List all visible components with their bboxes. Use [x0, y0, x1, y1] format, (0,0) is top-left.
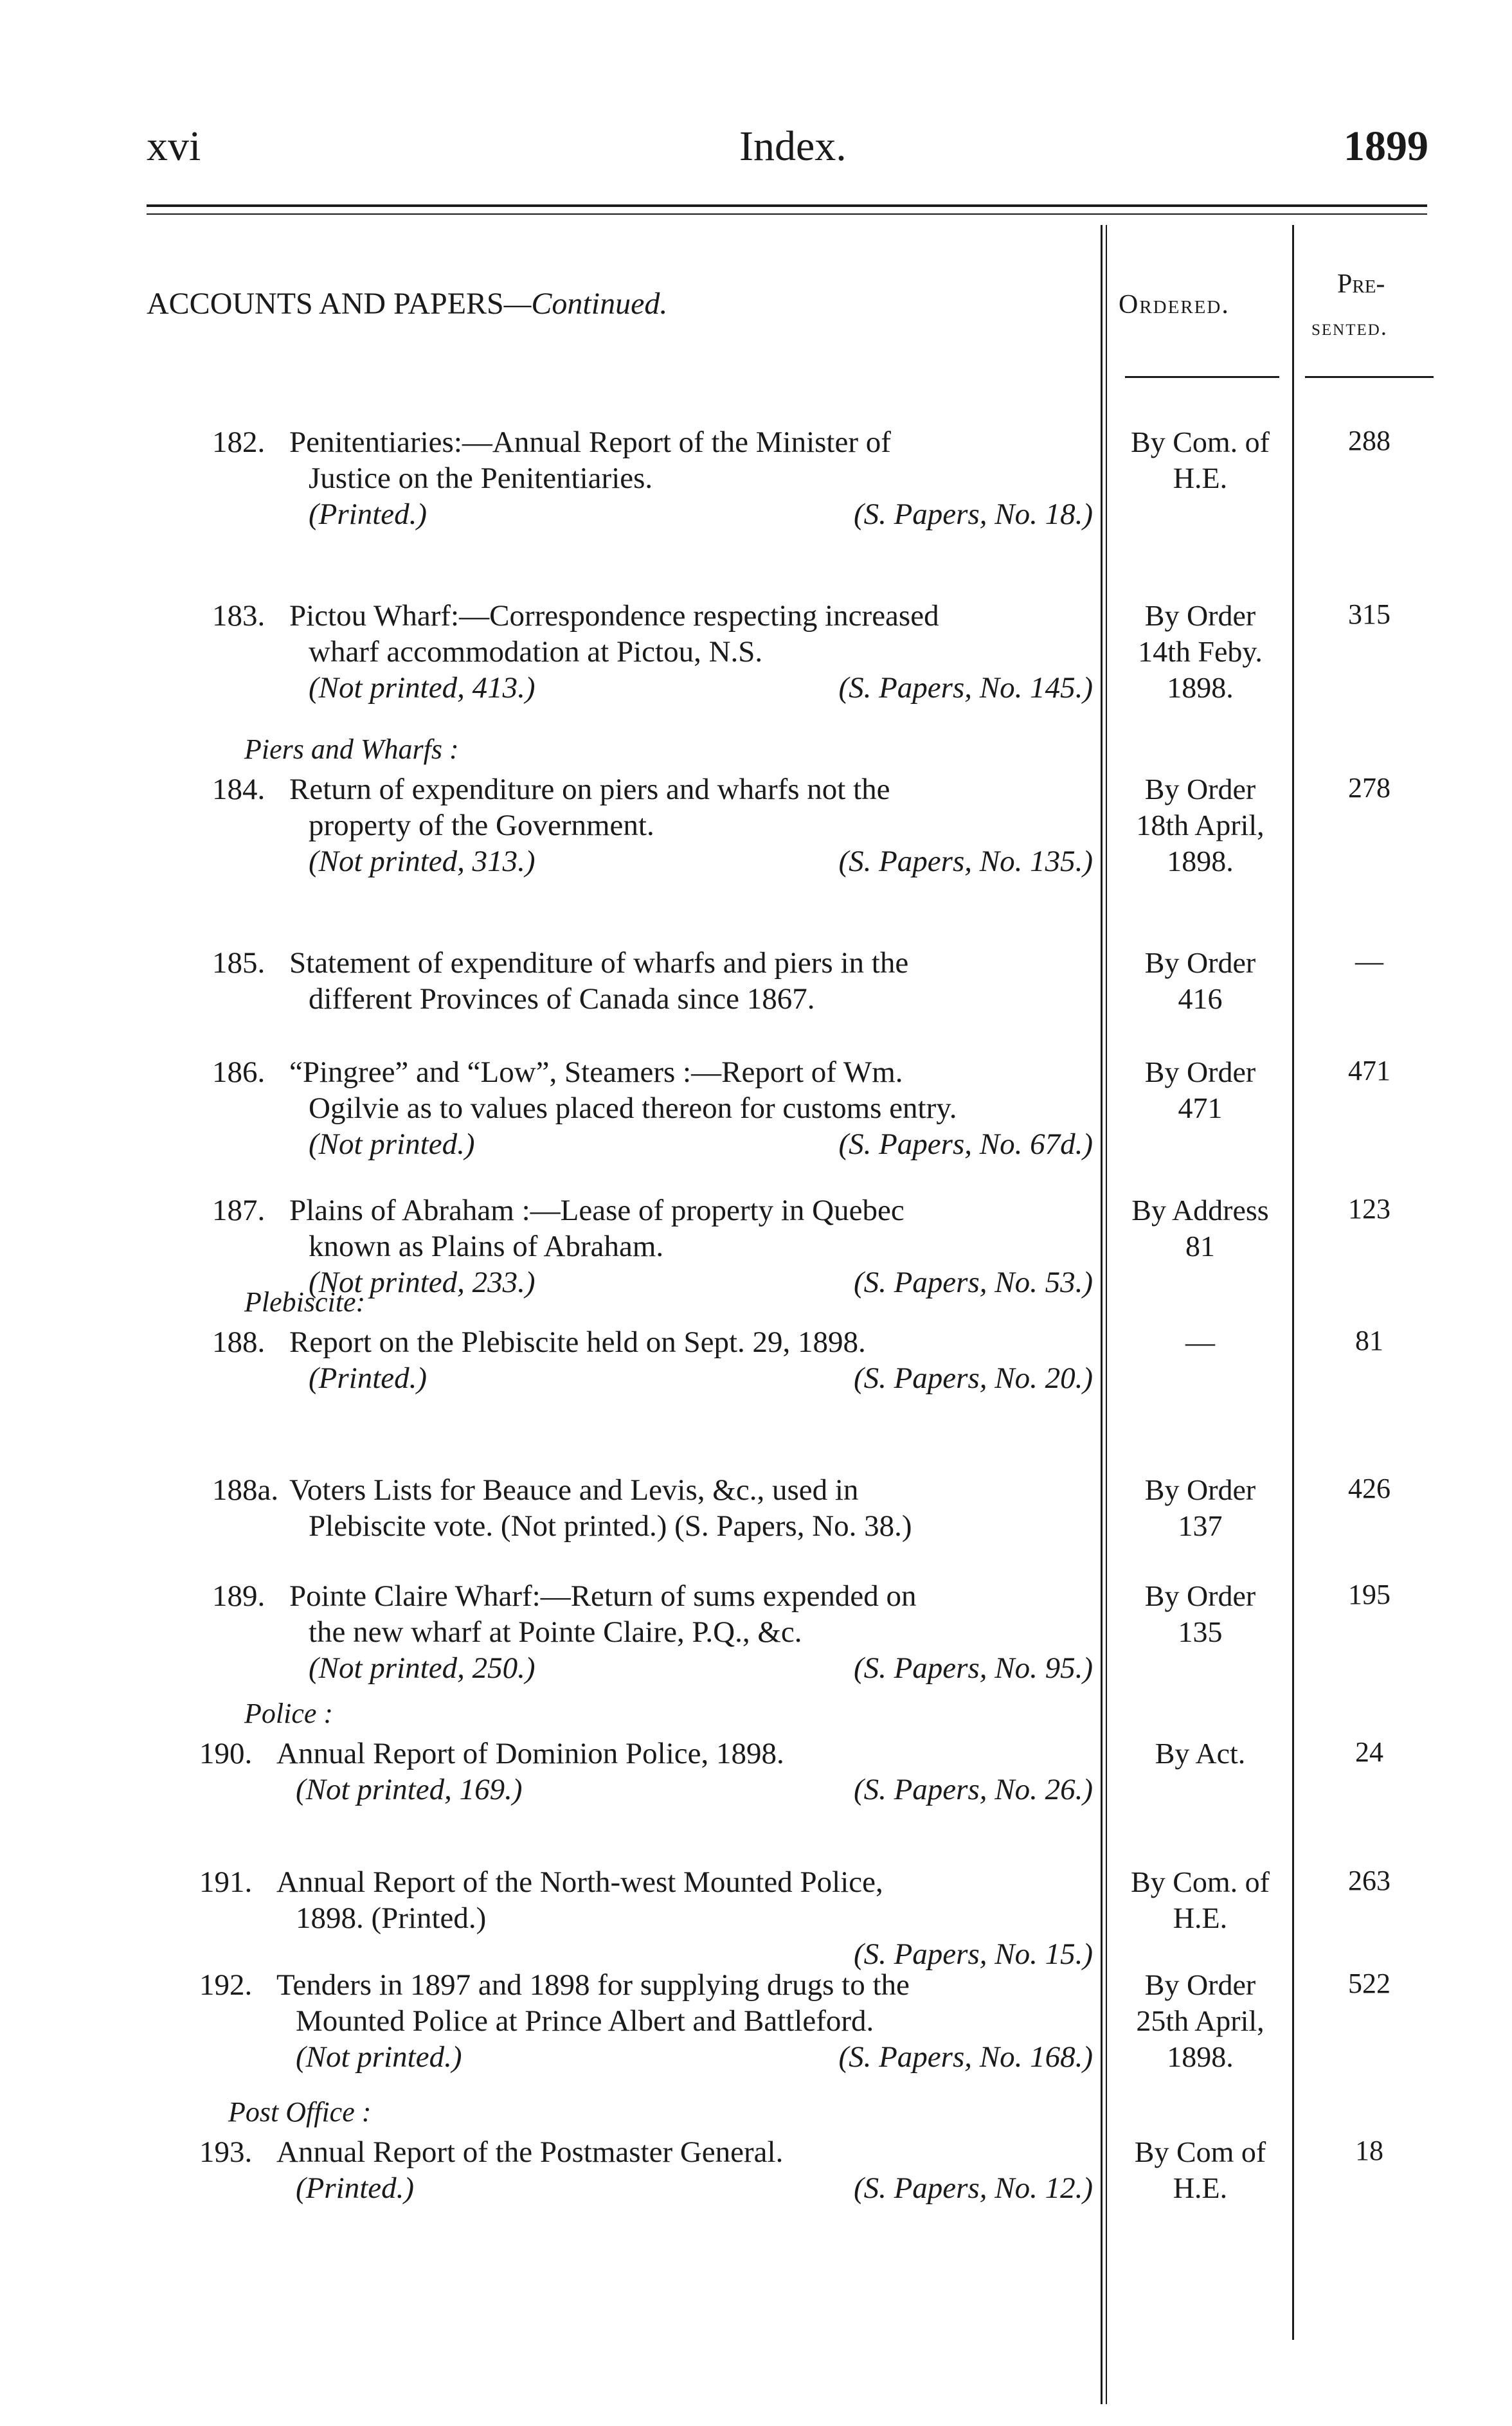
- entry-text: wharf accommodation at Pictou, N.S.: [309, 635, 763, 669]
- entry-text: Plebiscite vote. (Not printed.) (S. Papers, No. 38.): [309, 1509, 912, 1543]
- sessional-paper-ref: (S. Papers, No. 20.): [853, 1361, 1093, 1395]
- entry-number: 189.: [212, 1579, 266, 1613]
- presented-value: 522: [1348, 1968, 1390, 1999]
- sessional-paper-ref: (S. Papers, No. 12.): [853, 2171, 1093, 2205]
- entry-text: Tenders in 1897 and 1898 for supplying drugs to the: [276, 1968, 910, 2002]
- ordered-header-rule: [1125, 376, 1279, 378]
- entry-text: Report on the Plebiscite held on Sept. 29, 1898.: [289, 1325, 866, 1359]
- presented-value: 263: [1348, 1865, 1390, 1896]
- entry-text: Voters Lists for Beauce and Levis, &c., used in: [289, 1473, 859, 1507]
- entry-text: different Provinces of Canada since 1867.: [309, 982, 815, 1016]
- entry-number: 187.: [212, 1194, 266, 1227]
- presented-header-2: sented.: [1311, 314, 1388, 340]
- entry-text: Pointe Claire Wharf:—Return of sums expended on: [289, 1579, 917, 1613]
- ordered-value: By Order: [1144, 1056, 1256, 1088]
- ordered-value: By Order: [1144, 1579, 1256, 1612]
- ordered-value: By Order: [1144, 946, 1256, 979]
- print-status: (Not printed, 413.): [309, 671, 536, 705]
- print-status: (Not printed.): [296, 2040, 462, 2074]
- running-title: Index.: [739, 123, 847, 170]
- print-status: (Not printed, 250.): [309, 1651, 536, 1685]
- entry-text: Justice on the Penitentiaries.: [309, 462, 653, 495]
- entry-text: Annual Report of the North-west Mounted Police,: [276, 1865, 883, 1899]
- presented-value: 471: [1348, 1055, 1390, 1086]
- entry-number: 188a.: [212, 1473, 279, 1507]
- ordered-header: Ordered.: [1119, 290, 1230, 319]
- sessional-paper-ref: (S. Papers, No. 135.): [838, 845, 1093, 878]
- presented-value: 24: [1355, 1736, 1383, 1768]
- presented-value: 123: [1348, 1193, 1390, 1225]
- entry-text: Mounted Police at Prince Albert and Battleford.: [296, 2004, 874, 2038]
- presented-value: 288: [1348, 425, 1390, 456]
- entry-text: 1898. (Printed.): [296, 1901, 487, 1935]
- entry-text: Penitentiaries:—Annual Report of the Minister of: [289, 426, 891, 459]
- header-rule-top: [147, 204, 1427, 207]
- ordered-value: 471: [1178, 1092, 1223, 1124]
- presented-header-rule: [1305, 376, 1434, 378]
- entry-text: “Pingree” and “Low”, Steamers :—Report of Wm.: [289, 1056, 903, 1089]
- ordered-value: By Order: [1144, 1968, 1256, 2001]
- ordered-value: By Act.: [1155, 1737, 1246, 1770]
- print-status: (Not printed, 313.): [309, 845, 536, 878]
- print-status: (Printed.): [296, 2171, 415, 2205]
- entry-number: 190.: [199, 1737, 253, 1770]
- entry-text: Ogilvie as to values placed thereon for customs entry.: [309, 1092, 957, 1125]
- entry-number: 188.: [212, 1325, 266, 1359]
- presented-value: 18: [1355, 2135, 1383, 2166]
- ordered-value: 81: [1185, 1230, 1215, 1262]
- entry-number: 192.: [199, 1968, 253, 2002]
- sessional-paper-ref: (S. Papers, No. 168.): [838, 2040, 1093, 2074]
- sessional-paper-ref: (S. Papers, No. 145.): [838, 671, 1093, 705]
- entry-text: Pictou Wharf:—Correspondence respecting increased: [289, 599, 939, 633]
- entry-number: 191.: [199, 1865, 253, 1899]
- entry-number: 183.: [212, 599, 266, 633]
- print-status: (Printed.): [309, 1361, 428, 1395]
- ordered-value: 25th April,: [1136, 2004, 1264, 2037]
- entry-text: the new wharf at Pointe Claire, P.Q., &c.: [309, 1615, 802, 1649]
- ordered-value: 18th April,: [1136, 809, 1264, 841]
- ordered-value: H.E.: [1173, 1901, 1228, 1934]
- ordered-value: By Com. of: [1131, 1865, 1270, 1898]
- section-heading: Piers and Wharfs :: [244, 733, 459, 765]
- section-heading: Post Office :: [228, 2096, 372, 2128]
- print-status: (Not printed, 233.): [309, 1266, 536, 1299]
- entry-text: known as Plains of Abraham.: [309, 1230, 664, 1263]
- ordered-value: 1898.: [1167, 845, 1234, 877]
- ordered-value: By Order: [1144, 1473, 1256, 1506]
- presented-value: 315: [1348, 598, 1390, 630]
- ordered-value: By Com. of: [1131, 426, 1270, 458]
- section-heading: Police :: [244, 1698, 334, 1729]
- ordered-value: —: [1185, 1325, 1215, 1358]
- entry-number: 186.: [212, 1056, 266, 1089]
- print-status: (Not printed.): [309, 1128, 475, 1161]
- entry-text: Plains of Abraham :—Lease of property in Quebec: [289, 1194, 905, 1227]
- presented-value: 195: [1348, 1579, 1390, 1610]
- entry-number: 193.: [199, 2135, 253, 2169]
- sessional-paper-ref: (S. Papers, No. 26.): [853, 1773, 1093, 1806]
- sessional-paper-ref: (S. Papers, No. 53.): [853, 1266, 1093, 1299]
- entry-number: 185.: [212, 946, 266, 980]
- ordered-value: By Address: [1131, 1194, 1269, 1226]
- ordered-value: 1898.: [1167, 671, 1234, 704]
- entry-number: 184.: [212, 773, 266, 806]
- entry-text: Return of expenditure on piers and wharfs not the: [289, 773, 890, 806]
- sessional-paper-ref: (S. Papers, No. 95.): [853, 1651, 1093, 1685]
- entry-number: 182.: [212, 426, 266, 459]
- presented-value: —: [1355, 946, 1383, 977]
- column-divider-ordered: [1101, 225, 1102, 2404]
- section-heading: Plebiscite:: [244, 1286, 366, 1318]
- section-title-main: ACCOUNTS AND PAPERS: [147, 287, 504, 321]
- presented-value: 278: [1348, 772, 1390, 804]
- entry-text: Annual Report of the Postmaster General.: [276, 2135, 784, 2169]
- presented-value: 426: [1348, 1473, 1390, 1504]
- ordered-value: 135: [1178, 1615, 1223, 1648]
- ordered-value: H.E.: [1173, 2171, 1228, 2204]
- column-divider-ordered-2: [1106, 225, 1107, 2404]
- page-number: xvi: [147, 123, 201, 170]
- ordered-value: 1898.: [1167, 2040, 1234, 2073]
- entry-text: Annual Report of Dominion Police, 1898.: [276, 1737, 784, 1770]
- year: 1899: [1344, 123, 1428, 170]
- ordered-value: By Order: [1144, 773, 1256, 805]
- ordered-value: 416: [1178, 982, 1223, 1015]
- section-title: [147, 286, 667, 322]
- ordered-value: By Com of: [1134, 2135, 1266, 2168]
- presented-header-1: Pre-: [1337, 269, 1385, 299]
- ordered-value: 14th Feby.: [1138, 635, 1263, 668]
- header-rule-bottom: [147, 213, 1427, 215]
- ordered-value: H.E.: [1173, 462, 1228, 494]
- print-status: (Not printed, 169.): [296, 1773, 523, 1806]
- sessional-paper-ref: (S. Papers, No. 15.): [853, 1937, 1093, 1971]
- entry-text: Statement of expenditure of wharfs and piers in the: [289, 946, 909, 980]
- sessional-paper-ref: (S. Papers, No. 18.): [853, 498, 1093, 531]
- section-title-continued: —Continued.: [503, 287, 668, 321]
- sessional-paper-ref: (S. Papers, No. 67d.): [838, 1128, 1093, 1161]
- print-status: (Printed.): [309, 498, 428, 531]
- ordered-value: By Order: [1144, 599, 1256, 632]
- entry-text: property of the Government.: [309, 809, 654, 842]
- ordered-value: 137: [1178, 1509, 1223, 1542]
- presented-value: 81: [1355, 1325, 1383, 1356]
